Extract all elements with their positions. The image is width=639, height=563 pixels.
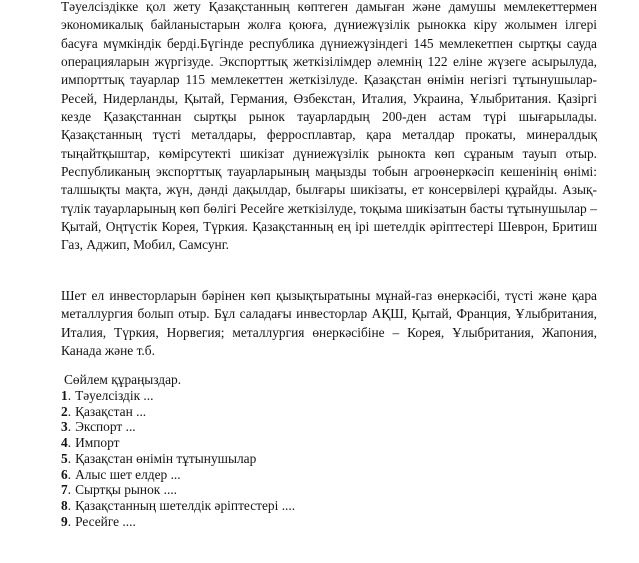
item-text: Қазақстанның шетелдік әріптестері .... [75, 497, 296, 513]
list-item [61, 404, 295, 420]
item-number: 4 . [61, 435, 71, 450]
item-text: Ресейге .... [75, 513, 136, 529]
exercise-list [61, 388, 295, 529]
item-number: 3 . [61, 419, 71, 434]
item-number: 1 . [61, 388, 71, 403]
paragraph-export-overview: Тәуелсіздікке қол жету Қазақстанның көптеген дамыған және дамушы мемлекеттермен экономикалық байланыстарын жолға қоюға, дүниежүзілік рыноккa кіру жолымен ілгері басуға мүмкіндік берді.Бүгінде республика дүниежүзіндегі 145 мемлекетпен сыртқы сауда операцияларын жүргізуде. Экспорттық жеткізілімдер әлемнің 122 еліне жүзеге асырылуда, импорттық тауарлар 115 мемлекеттен жеткізілуде. Қазақстан өнімін негізгі тұтынушылар-Ресей, Нидерланды, Қытай, Германия, Өзбекстан, Италия, Украина, Ұлыбритания. Қазіргі кезде Қазақстаннан сыртқы рынок тауарлардың 200-ден астам түрі шығарылады. Қазақстанның түсті металдары, ферросплавтар, қара металдар прокаты, минералдық тыңайтқыштар, көмірсутекті шикізат дүниежүзілік рынокта көп сұраным тауып отыр. Республиканың экспорттық тауарларының маңызды тобын агроөнеркәсіп кешенінің өнімі: талшықты мақта, жүн, дәнді дақылдар, былғары шикізаты, ет консервілері құрайды. Азық-түлік тауарларының көп бөлігі Ресейге жеткізілуде, тоқыма шикізатын басты тұтынушылар – Қытай, Оңтүстік Корея, Түркия. Қазақстанның ең ірі шетелдік әріптестері Шеврон, Бритиш Газ, Аджип, Мобил, Самсунг. [61, 0, 597, 253]
list-item [61, 451, 295, 467]
item-text: Алыс шет елдер ... [75, 466, 181, 482]
list-item [61, 482, 295, 498]
item-number: 5 . [61, 451, 71, 466]
list-item [61, 514, 295, 530]
item-number: 8 . [61, 498, 71, 513]
paragraph-foreign-investors: Шет ел инвесторларын бәрінен көп қызықтыратыны мұнай-газ өнеркәсібі, түсті және қара металлургия болып отыр. Бұл саладағы инвесторлар АҚШ, Қытай, Франция, Ұлыбритания, Италия, Түркия, Норвегия; металлургия өнеркәсібіне – Корея, Ұлыбритания, Жапония, Канада және т.б. [61, 288, 597, 359]
item-text: Импорт [75, 435, 120, 451]
item-number: 6 . [61, 467, 71, 482]
exercise-title: Сөйлем құраңыздар. [64, 372, 182, 387]
item-text: Қазақстан өнімін тұтынушылар [75, 450, 257, 466]
item-text: Экспорт ... [75, 419, 136, 435]
item-text: Қазақстан ... [75, 403, 147, 419]
item-number: 7 . [61, 482, 71, 497]
list-item [61, 388, 295, 404]
list-item [61, 435, 295, 451]
list-item [61, 419, 295, 435]
list-item [61, 467, 295, 483]
list-item [61, 498, 295, 514]
item-text: Тәуелсіздік ... [75, 388, 154, 403]
item-number: 2 . [61, 404, 71, 419]
item-number: 9 . [61, 514, 71, 529]
item-text: Сыртқы рынок .... [75, 482, 178, 498]
